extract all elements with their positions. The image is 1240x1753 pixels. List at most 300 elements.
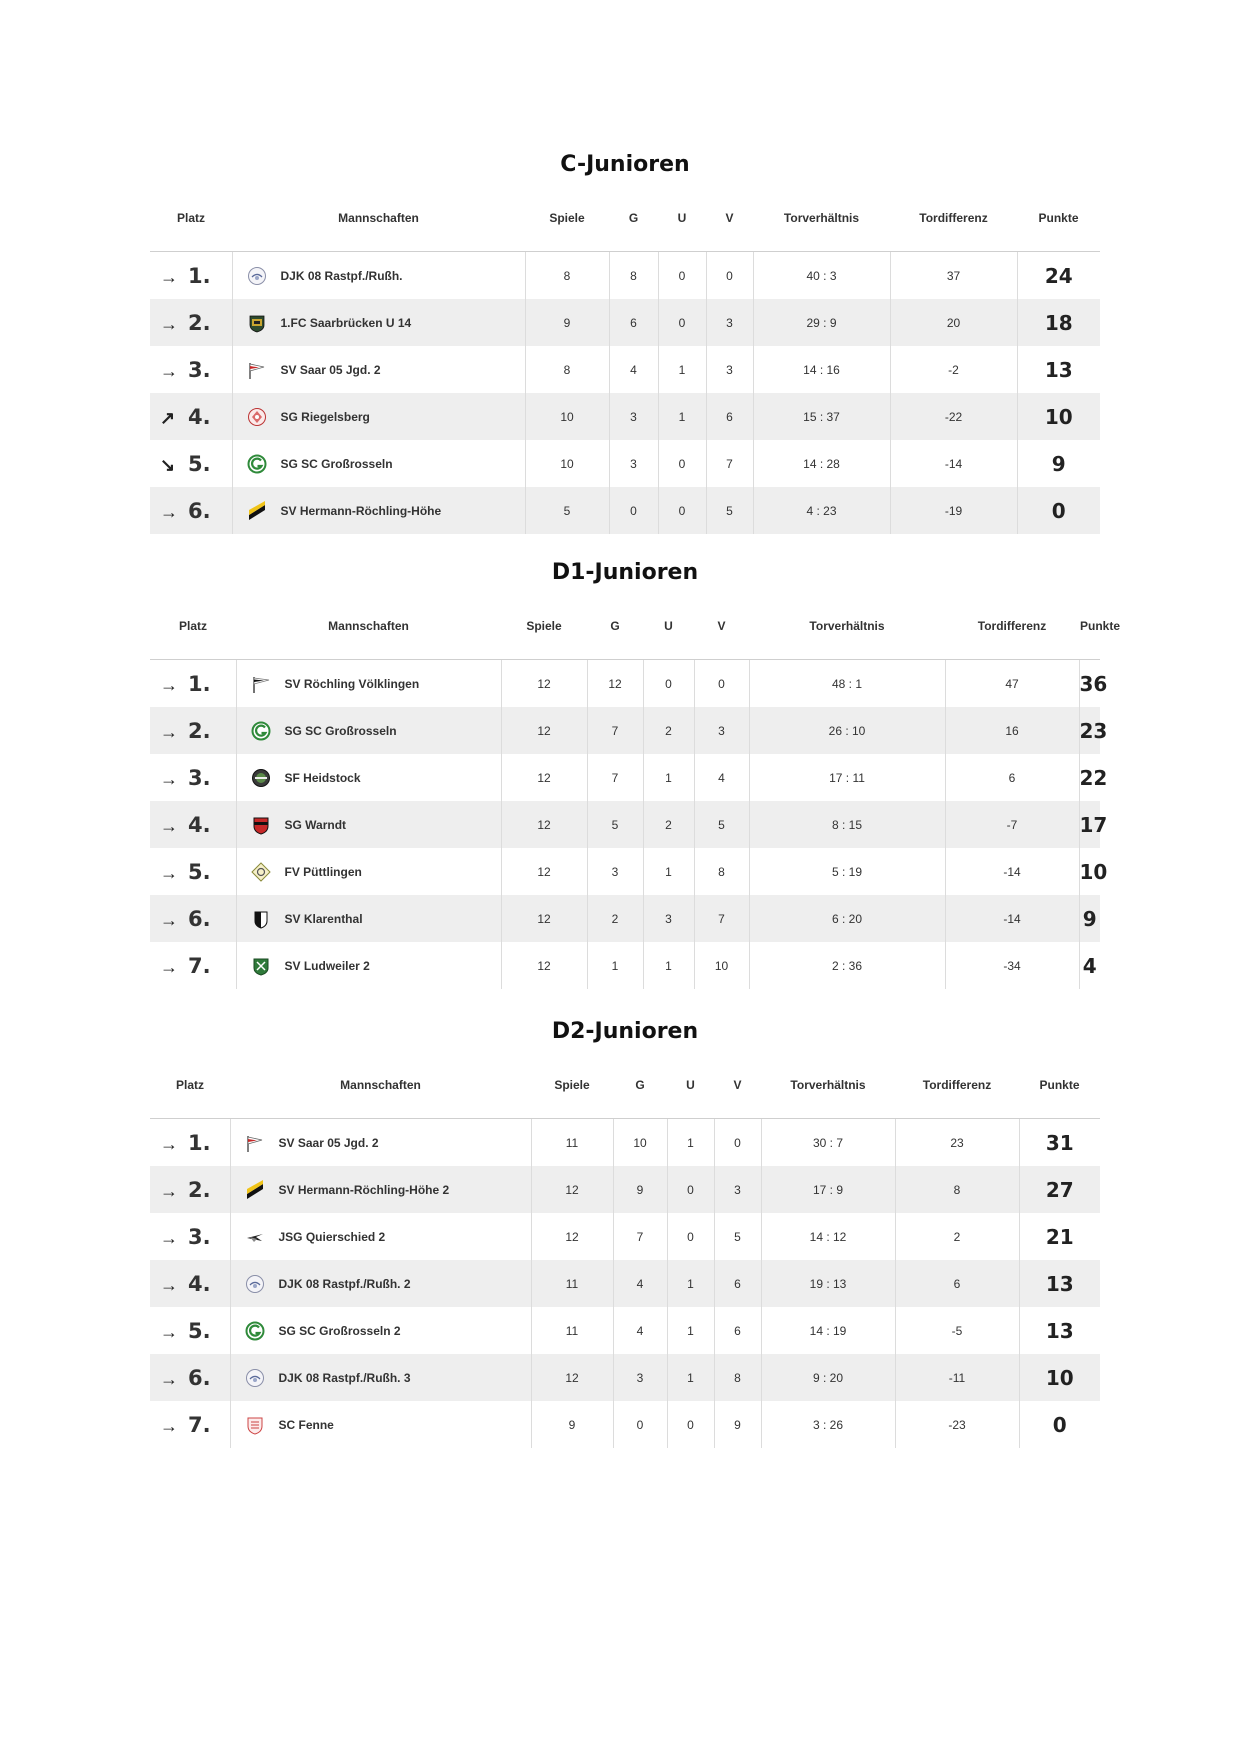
losses-cell: 0 (694, 660, 749, 708)
team-cell[interactable] (236, 895, 501, 942)
wins-cell: 4 (613, 1307, 667, 1354)
trend-up-arrow-icon: ↗ (160, 407, 176, 428)
losses-cell: 3 (706, 299, 753, 346)
team-name[interactable]: SG SC Großrosseln (284, 723, 397, 738)
header-tordifferenz: Tordifferenz (895, 1052, 1019, 1119)
goal-ratio-cell: 2 : 36 (749, 942, 945, 989)
goal-difference-cell: 8 (895, 1166, 1019, 1213)
trend-steady-arrow-icon: → (160, 501, 178, 522)
header-torverhaeltnis: Torverhältnis (761, 1052, 895, 1119)
saar05-crest-icon (245, 1133, 265, 1153)
trend-steady-arrow-icon: → (160, 768, 178, 789)
table-row[interactable] (150, 1213, 1100, 1260)
platz-cell (150, 660, 236, 708)
standings-section-d1-junioren (150, 553, 1121, 989)
losses-cell: 6 (706, 393, 753, 440)
draws-cell: 1 (658, 346, 706, 393)
saar05-crest-icon (247, 360, 267, 380)
header-mannschaften: Mannschaften (232, 185, 525, 252)
puettlingen-crest-icon (251, 862, 271, 882)
platz-cell (150, 440, 232, 487)
draws-cell: 1 (667, 1307, 714, 1354)
losses-cell: 8 (714, 1354, 761, 1401)
goal-ratio-cell: 6 : 20 (749, 895, 945, 942)
trend-steady-arrow-icon: → (160, 1321, 178, 1342)
header-g: G (613, 1052, 667, 1119)
games-played-cell: 12 (501, 707, 587, 754)
wins-cell: 7 (613, 1213, 667, 1260)
team-cell[interactable] (232, 487, 525, 534)
team-cell[interactable] (236, 754, 501, 801)
djk-crest-icon (245, 1368, 265, 1388)
goal-ratio-cell: 14 : 28 (753, 440, 890, 487)
platz-cell (150, 299, 232, 346)
games-played-cell: 11 (531, 1119, 613, 1167)
warndt-crest-icon (251, 815, 271, 835)
platz-cell (150, 1119, 230, 1167)
quierschied-crest-icon (245, 1227, 265, 1247)
djk-crest-icon (247, 266, 267, 286)
roechling-voelklingen-crest-icon (251, 674, 271, 694)
ludweiler-crest-icon (251, 956, 271, 976)
goal-ratio-cell: 3 : 26 (761, 1401, 895, 1448)
team-name[interactable]: SV Hermann-Röchling-Höhe (280, 503, 442, 518)
team-name[interactable]: SV Saar 05 Jgd. 2 (280, 362, 381, 377)
platz-cell (150, 754, 236, 801)
goal-difference-cell: 6 (895, 1260, 1019, 1307)
trend-steady-arrow-icon: → (160, 1415, 178, 1436)
points-cell: 17 (1079, 801, 1100, 848)
games-played-cell: 8 (525, 252, 609, 300)
games-played-cell: 12 (501, 660, 587, 708)
platz-cell (150, 1166, 230, 1213)
goal-ratio-cell: 30 : 7 (761, 1119, 895, 1167)
table-row[interactable] (150, 487, 1100, 534)
table-row[interactable] (150, 1166, 1100, 1213)
rank: 1. (188, 671, 211, 696)
platz-cell (150, 1401, 230, 1448)
team-name[interactable]: SV Saar 05 Jgd. 2 (278, 1135, 379, 1150)
header-g: G (609, 185, 658, 252)
table-row[interactable] (150, 1354, 1100, 1401)
trend-steady-arrow-icon: → (160, 1274, 178, 1295)
team-name[interactable]: SV Ludweiler 2 (284, 958, 370, 973)
header-mannschaften: Mannschaften (230, 1052, 531, 1119)
header-u: U (658, 185, 706, 252)
wins-cell: 3 (609, 393, 658, 440)
rank: 1. (188, 263, 211, 288)
rank: 4. (188, 812, 211, 837)
games-played-cell: 9 (531, 1401, 613, 1448)
rank: 5. (188, 451, 211, 476)
goal-ratio-cell: 40 : 3 (753, 252, 890, 300)
header-mannschaften: Mannschaften (236, 593, 501, 660)
rank: 7. (188, 1412, 211, 1437)
points-cell: 9 (1079, 895, 1100, 942)
team-name[interactable]: SV Röchling Völklingen (284, 676, 420, 691)
games-played-cell: 12 (501, 848, 587, 895)
wins-cell: 3 (587, 848, 643, 895)
header-platz: Platz (150, 1052, 230, 1119)
points-cell: 27 (1019, 1166, 1100, 1213)
wins-cell: 1 (587, 942, 643, 989)
goal-difference-cell: 23 (895, 1119, 1019, 1167)
standings-section-d2-junioren (150, 1012, 1100, 1448)
riegelsberg-crest-icon (247, 407, 267, 427)
draws-cell: 1 (643, 848, 694, 895)
platz-cell (150, 1354, 230, 1401)
team-name[interactable]: JSG Quierschied 2 (278, 1229, 386, 1244)
losses-cell: 3 (694, 707, 749, 754)
header-v: V (706, 185, 753, 252)
games-played-cell: 12 (501, 754, 587, 801)
team-cell[interactable] (230, 1166, 531, 1213)
goal-difference-cell: -14 (945, 848, 1079, 895)
header-spiele: Spiele (531, 1052, 613, 1119)
points-cell: 10 (1019, 1354, 1100, 1401)
header-punkte: Punkte (1079, 593, 1100, 660)
table-row[interactable] (150, 1401, 1100, 1448)
trend-steady-arrow-icon: → (160, 1227, 178, 1248)
rank: 5. (188, 1318, 211, 1343)
wins-cell: 7 (587, 707, 643, 754)
team-cell[interactable] (232, 346, 525, 393)
rank: 3. (188, 765, 211, 790)
games-played-cell: 12 (531, 1213, 613, 1260)
rank: 2. (188, 1177, 211, 1202)
points-cell: 22 (1079, 765, 1108, 790)
table-row[interactable] (150, 1119, 1100, 1167)
trend-steady-arrow-icon: → (160, 909, 178, 930)
wins-cell: 0 (613, 1401, 667, 1448)
points-cell: 31 (1045, 1130, 1074, 1155)
goal-difference-cell: -19 (890, 487, 1017, 534)
table-row[interactable] (150, 252, 1100, 300)
header-platz: Platz (150, 185, 232, 252)
goal-difference-cell: -2 (890, 346, 1017, 393)
wins-cell: 5 (587, 801, 643, 848)
wins-cell: 3 (609, 440, 658, 487)
losses-cell: 0 (706, 252, 753, 300)
losses-cell: 0 (714, 1119, 761, 1167)
header-torverhaeltnis: Torverhältnis (753, 185, 890, 252)
platz-cell (150, 252, 232, 300)
table-row[interactable] (150, 848, 1100, 895)
trend-steady-arrow-icon: → (160, 862, 178, 883)
losses-cell: 5 (706, 487, 753, 534)
table-row[interactable] (150, 1307, 1100, 1354)
points-cell: 13 (1044, 357, 1073, 382)
djk-crest-icon (245, 1274, 265, 1294)
standings-table (150, 1052, 1100, 1448)
team-cell[interactable] (232, 393, 525, 440)
standings-section-c-junioren (150, 145, 1100, 534)
header-g: G (587, 593, 643, 660)
draws-cell: 0 (667, 1213, 714, 1260)
wins-cell: 4 (613, 1260, 667, 1307)
team-name[interactable]: DJK 08 Rastpf./Rußh. 2 (278, 1276, 411, 1291)
points-cell: 9 (1051, 451, 1066, 476)
team-cell[interactable] (230, 1401, 531, 1448)
draws-cell: 1 (667, 1119, 714, 1167)
table-row[interactable] (150, 1260, 1100, 1307)
header-punkte: Punkte (1017, 185, 1100, 252)
rank: 3. (188, 1224, 211, 1249)
goal-ratio-cell: 14 : 16 (753, 346, 890, 393)
hermann-roechling-crest-icon (245, 1180, 265, 1200)
table-row[interactable] (150, 299, 1100, 346)
losses-cell: 6 (714, 1307, 761, 1354)
goal-difference-cell: 16 (945, 707, 1079, 754)
points-cell: 21 (1045, 1224, 1074, 1249)
platz-cell (150, 393, 232, 440)
team-name[interactable]: SG Riegelsberg (280, 409, 370, 424)
table-row[interactable] (150, 942, 1100, 989)
grossrosseln-crest-icon (251, 721, 271, 741)
team-cell[interactable] (236, 660, 501, 708)
draws-cell: 0 (667, 1166, 714, 1213)
trend-steady-arrow-icon: → (160, 1180, 178, 1201)
rank: 1. (188, 1130, 211, 1155)
trend-steady-arrow-icon: → (160, 360, 178, 381)
losses-cell: 5 (694, 801, 749, 848)
rank: 6. (188, 906, 211, 931)
platz-cell (150, 848, 236, 895)
team-name[interactable]: 1.FC Saarbrücken U 14 (280, 315, 412, 330)
goal-ratio-cell: 14 : 12 (761, 1213, 895, 1260)
games-played-cell: 12 (531, 1166, 613, 1213)
goal-ratio-cell: 4 : 23 (753, 487, 890, 534)
goal-difference-cell: 2 (895, 1213, 1019, 1260)
fenne-crest-icon (245, 1415, 265, 1435)
games-played-cell: 8 (525, 346, 609, 393)
games-played-cell: 9 (525, 299, 609, 346)
goal-difference-cell: -11 (895, 1354, 1019, 1401)
rank: 3. (188, 357, 211, 382)
team-cell[interactable] (236, 707, 501, 754)
losses-cell: 7 (694, 895, 749, 942)
goal-difference-cell: 37 (890, 252, 1017, 300)
points-cell: 4 (1082, 953, 1097, 978)
goal-difference-cell: -5 (895, 1307, 1019, 1354)
goal-difference-cell: 47 (945, 660, 1079, 708)
table-row[interactable] (150, 660, 1100, 708)
rank: 4. (188, 404, 211, 429)
goal-difference-cell: -22 (890, 393, 1017, 440)
standings-table (150, 593, 1121, 989)
hermann-roechling-crest-icon (247, 501, 267, 521)
team-name[interactable]: DJK 08 Rastpf./Rußh. 3 (278, 1370, 411, 1385)
team-cell[interactable] (230, 1260, 531, 1307)
wins-cell: 0 (609, 487, 658, 534)
draws-cell: 0 (658, 252, 706, 300)
team-cell[interactable] (232, 252, 525, 300)
goal-difference-cell: 20 (890, 299, 1017, 346)
team-name[interactable]: SG Warndt (284, 817, 347, 832)
team-name[interactable]: SF Heidstock (284, 770, 361, 785)
standings-table (150, 185, 1100, 534)
heidstock-crest-icon (251, 768, 271, 788)
goal-ratio-cell: 48 : 1 (749, 660, 945, 708)
platz-cell (150, 487, 232, 534)
header-v: V (714, 1052, 761, 1119)
goal-ratio-cell: 26 : 10 (749, 707, 945, 754)
platz-cell (150, 1307, 230, 1354)
goal-ratio-cell: 8 : 15 (749, 801, 945, 848)
team-cell[interactable] (232, 440, 525, 487)
losses-cell: 3 (706, 346, 753, 393)
goal-difference-cell: -23 (895, 1401, 1019, 1448)
header-spiele: Spiele (501, 593, 587, 660)
team-cell[interactable] (236, 942, 501, 989)
table-row[interactable] (150, 393, 1100, 440)
losses-cell: 7 (706, 440, 753, 487)
points-cell: 0 (1052, 1412, 1067, 1437)
platz-cell (150, 895, 236, 942)
wins-cell: 2 (587, 895, 643, 942)
points-cell: 0 (1017, 487, 1100, 534)
goal-difference-cell: -14 (890, 440, 1017, 487)
rank: 4. (188, 1271, 211, 1296)
wins-cell: 9 (613, 1166, 667, 1213)
goal-difference-cell: -14 (945, 895, 1079, 942)
team-cell[interactable] (236, 848, 501, 895)
goal-difference-cell: -34 (945, 942, 1079, 989)
draws-cell: 0 (658, 487, 706, 534)
draws-cell: 0 (658, 440, 706, 487)
draws-cell: 1 (667, 1260, 714, 1307)
wins-cell: 3 (613, 1354, 667, 1401)
trend-steady-arrow-icon: → (160, 674, 178, 695)
games-played-cell: 12 (531, 1354, 613, 1401)
platz-cell (150, 1213, 230, 1260)
team-cell[interactable] (230, 1119, 531, 1167)
trend-steady-arrow-icon: → (160, 266, 178, 287)
team-name[interactable]: SC Fenne (278, 1417, 334, 1432)
trend-steady-arrow-icon: → (160, 956, 178, 977)
platz-cell (150, 801, 236, 848)
draws-cell: 1 (658, 393, 706, 440)
team-cell[interactable] (230, 1307, 531, 1354)
header-v: V (694, 593, 749, 660)
games-played-cell: 11 (531, 1260, 613, 1307)
table-row[interactable] (150, 801, 1100, 848)
rank: 2. (188, 310, 211, 335)
draws-cell: 0 (667, 1401, 714, 1448)
games-played-cell: 12 (501, 942, 587, 989)
team-cell[interactable] (230, 1354, 531, 1401)
games-played-cell: 12 (501, 895, 587, 942)
points-cell: 36 (1079, 671, 1108, 696)
table-row[interactable] (150, 346, 1100, 393)
team-name[interactable]: SV Hermann-Röchling-Höhe 2 (278, 1182, 450, 1197)
team-name[interactable]: SG SC Großrosseln 2 (278, 1323, 401, 1338)
team-name[interactable]: SG SC Großrosseln (280, 456, 393, 471)
points-cell: 13 (1019, 1260, 1100, 1307)
fcs-crest-icon (247, 313, 267, 333)
table-row[interactable] (150, 895, 1100, 942)
rank: 7. (188, 953, 211, 978)
goal-ratio-cell: 14 : 19 (761, 1307, 895, 1354)
goal-ratio-cell: 5 : 19 (749, 848, 945, 895)
wins-cell: 4 (609, 346, 658, 393)
trend-steady-arrow-icon: → (160, 1133, 178, 1154)
losses-cell: 8 (694, 848, 749, 895)
draws-cell: 0 (643, 660, 694, 708)
draws-cell: 2 (643, 801, 694, 848)
draws-cell: 1 (643, 754, 694, 801)
grossrosseln-crest-icon (245, 1321, 265, 1341)
team-cell[interactable] (236, 801, 501, 848)
wins-cell: 7 (587, 754, 643, 801)
table-row[interactable] (150, 707, 1100, 754)
wins-cell: 6 (609, 299, 658, 346)
table-row[interactable] (150, 754, 1100, 801)
wins-cell: 10 (613, 1119, 667, 1167)
points-cell: 13 (1045, 1318, 1074, 1343)
points-cell: 10 (1079, 859, 1108, 884)
goal-ratio-cell: 15 : 37 (753, 393, 890, 440)
header-u: U (643, 593, 694, 660)
goal-difference-cell: 6 (945, 754, 1079, 801)
section-title: D1-Junioren (551, 560, 699, 585)
points-cell: 18 (1017, 299, 1100, 346)
losses-cell: 5 (714, 1213, 761, 1260)
header-tordifferenz: Tordifferenz (890, 185, 1017, 252)
rank: 6. (188, 498, 211, 523)
team-name[interactable]: DJK 08 Rastpf./Rußh. (280, 268, 403, 283)
platz-cell (150, 1260, 230, 1307)
losses-cell: 4 (694, 754, 749, 801)
games-played-cell: 10 (525, 393, 609, 440)
wins-cell: 8 (609, 252, 658, 300)
table-row[interactable] (150, 440, 1100, 487)
rank: 5. (188, 859, 211, 884)
trend-steady-arrow-icon: → (160, 1368, 178, 1389)
goal-difference-cell: -7 (945, 801, 1079, 848)
header-spiele: Spiele (525, 185, 609, 252)
losses-cell: 10 (694, 942, 749, 989)
platz-cell (150, 346, 232, 393)
losses-cell: 6 (714, 1260, 761, 1307)
draws-cell: 0 (658, 299, 706, 346)
draws-cell: 2 (643, 707, 694, 754)
section-title: C-Junioren (560, 152, 690, 177)
team-cell[interactable] (230, 1213, 531, 1260)
draws-cell: 3 (643, 895, 694, 942)
goal-ratio-cell: 17 : 9 (761, 1166, 895, 1213)
losses-cell: 3 (714, 1166, 761, 1213)
points-cell: 23 (1079, 707, 1100, 754)
header-punkte: Punkte (1019, 1052, 1100, 1119)
goal-ratio-cell: 19 : 13 (761, 1260, 895, 1307)
trend-steady-arrow-icon: → (160, 313, 178, 334)
header-tordifferenz: Tordifferenz (945, 593, 1079, 660)
games-played-cell: 12 (501, 801, 587, 848)
goal-ratio-cell: 29 : 9 (753, 299, 890, 346)
klarenthal-crest-icon (251, 909, 271, 929)
grossrosseln-crest-icon (247, 454, 267, 474)
trend-down-arrow-icon: ↘ (160, 454, 176, 475)
rank: 2. (188, 718, 211, 743)
team-name[interactable]: FV Püttlingen (284, 864, 362, 879)
team-cell[interactable] (232, 299, 525, 346)
trend-steady-arrow-icon: → (160, 721, 178, 742)
points-cell: 10 (1017, 393, 1100, 440)
team-name[interactable]: SV Klarenthal (284, 911, 363, 926)
games-played-cell: 11 (531, 1307, 613, 1354)
section-title: D2-Junioren (551, 1019, 699, 1044)
